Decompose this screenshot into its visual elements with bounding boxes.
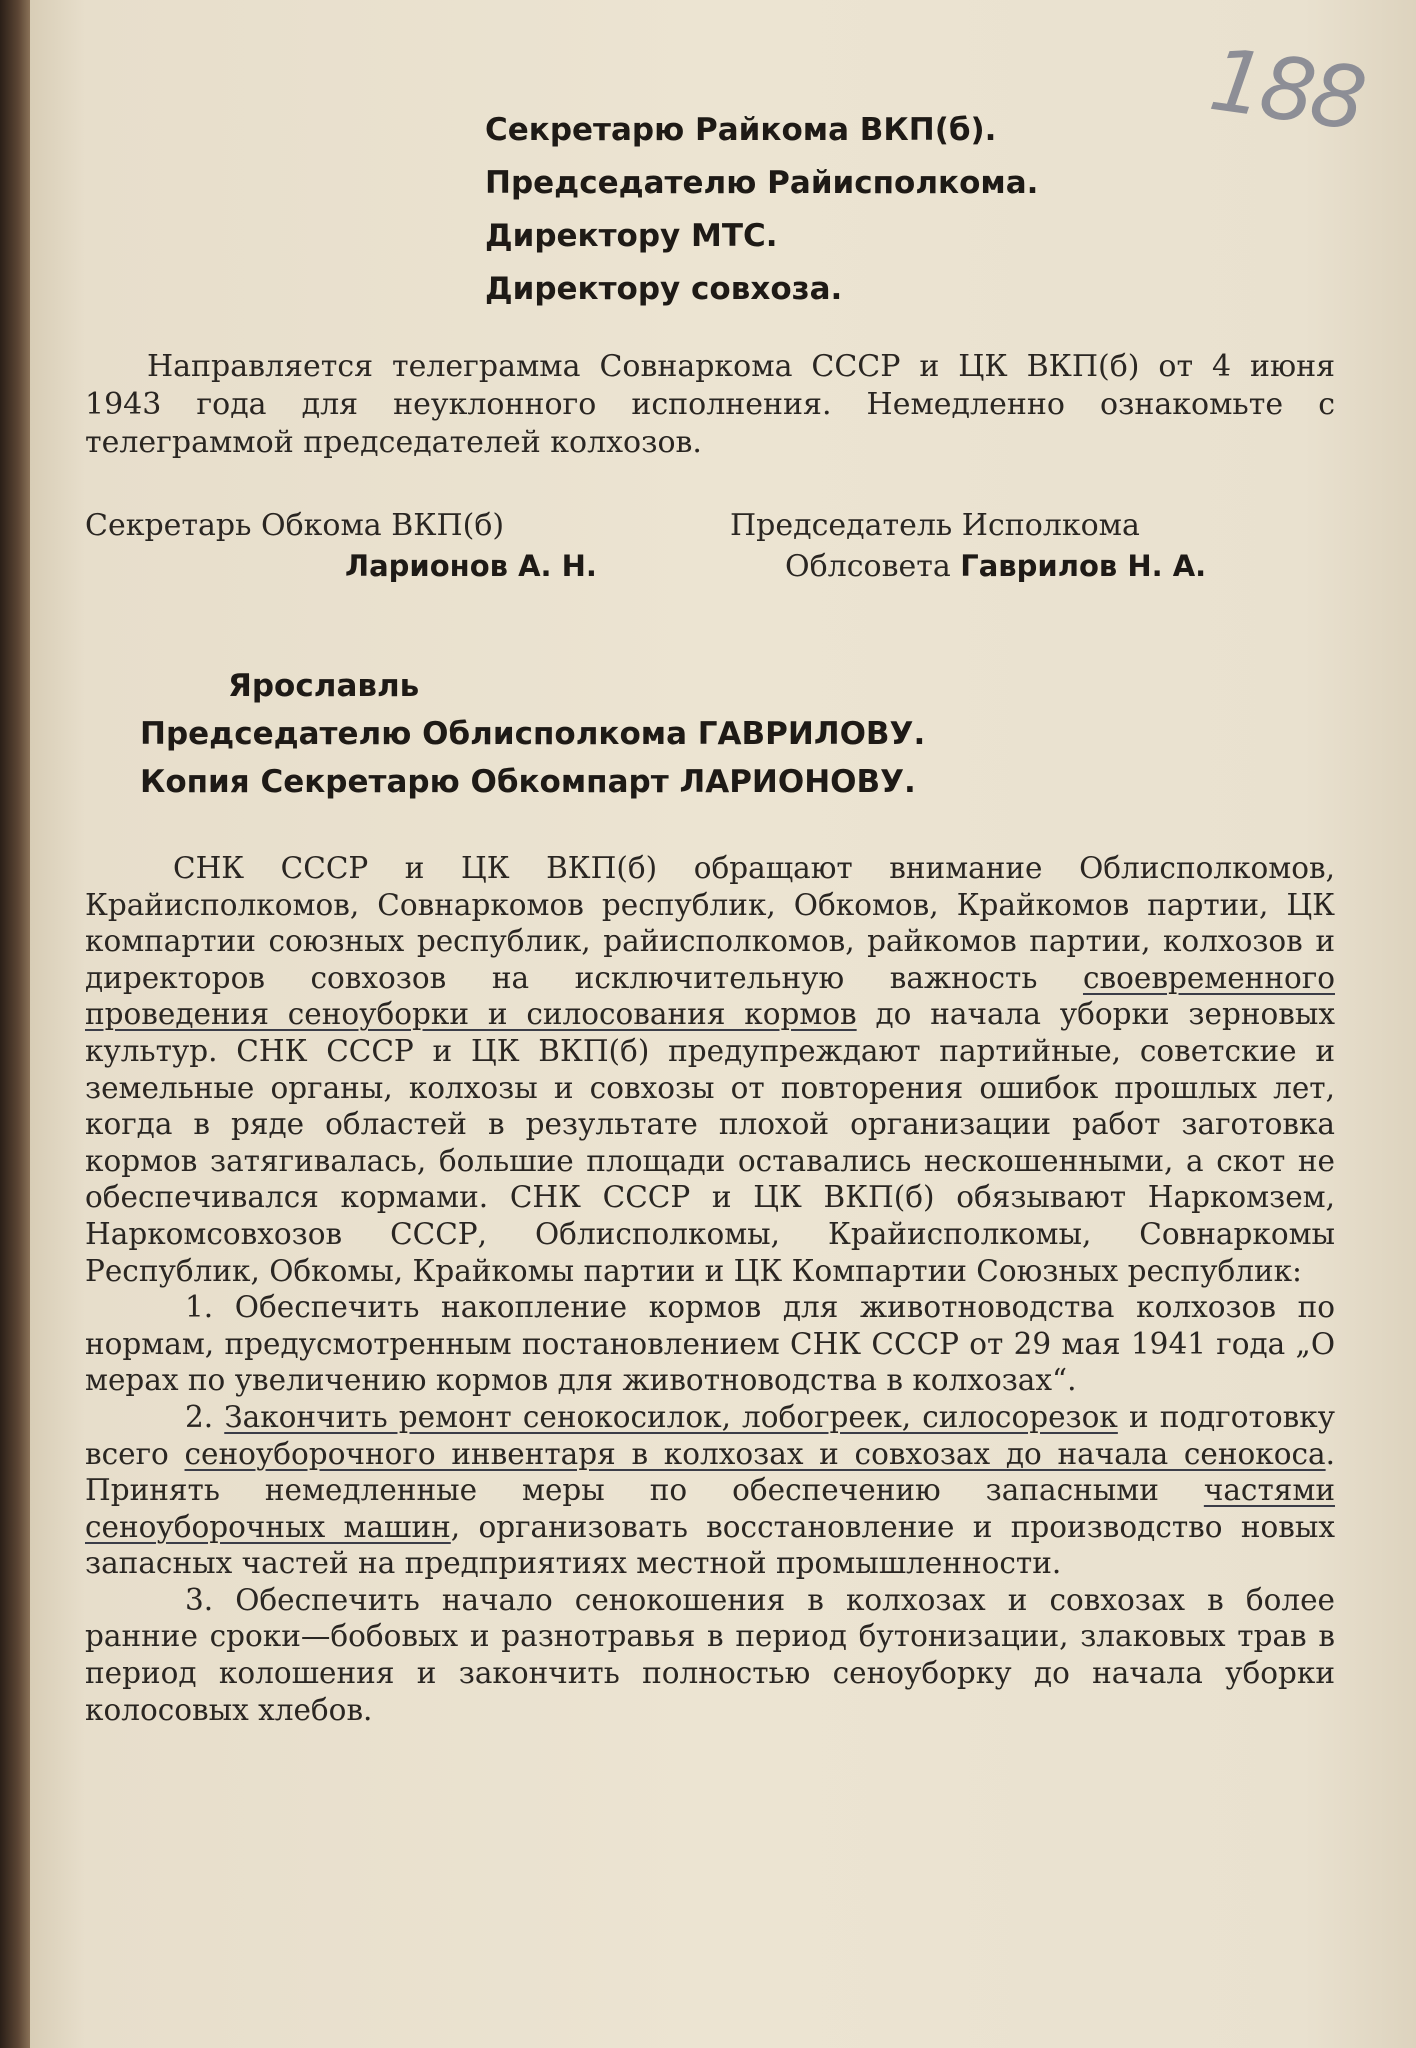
telegram-header bbox=[140, 662, 925, 806]
body-paragraph bbox=[85, 850, 1335, 1289]
addressee-line: Председателю Райисполкома. bbox=[485, 165, 1039, 201]
signature-right bbox=[730, 506, 1206, 587]
handwritten-page-number: 188 bbox=[1203, 29, 1369, 151]
underlined-text: частями сеноуборочных машин bbox=[85, 1473, 1335, 1544]
telegram-body bbox=[85, 850, 1335, 1728]
signature-right-title-2: Облсовета bbox=[785, 549, 951, 584]
book-binding bbox=[0, 0, 30, 2048]
underlined-text: сеноуборочного инвентаря в колхозах и совхозах до начала сенокоса bbox=[184, 1436, 1326, 1471]
underlined-text: своевременного проведения сеноуборки и силосования кормов bbox=[85, 960, 1335, 1032]
telegram-city: Ярославль bbox=[228, 668, 420, 704]
telegram-recipient: Председателю Облисполкома ГАВРИЛОВУ. bbox=[140, 716, 926, 752]
addressee-line: Секретарю Райкома ВКП(б). bbox=[485, 112, 997, 148]
list-item-number: 2. bbox=[185, 1399, 225, 1434]
list-item: 3. Обеспечить начало сенокошения в колхозах и совхозах в более ранние сроки—бобовых и разнотравья в период бутонизации, злаковых трав в период колошения и закончить полностью сеноуборку до начала уборки колосовых хлебов. bbox=[85, 1582, 1335, 1727]
signature-left bbox=[85, 506, 597, 587]
signature-right-title: Председатель Исполкома bbox=[730, 508, 1140, 543]
addressee-line: Директору совхоза. bbox=[485, 271, 843, 307]
addressee-block bbox=[485, 104, 1038, 316]
list-item bbox=[85, 1399, 1335, 1582]
body-text-run: . Принять немедленные меры по обеспечению запасными bbox=[85, 1436, 1335, 1508]
telegram-copy: Копия Секретарю Обкомпарт ЛАРИОНОВУ. bbox=[140, 764, 916, 800]
cover-note-text: Направляется телеграмма Совнаркома СССР и ЦК ВКП(б) от 4 июня 1943 года для неуклонного исполнения. Немедленно ознакомьте с телеграммой председателей колхозов. bbox=[85, 349, 1335, 460]
signature-left-name: Ларионов А. Н. bbox=[345, 549, 597, 583]
body-text-run: СНК СССР и ЦК ВКП(б) обращают внимание Облисполкомов, Крайисполкомов, Совнаркомов республик, Обкомов, Крайкомов партии, ЦК компартии союзных республик, райисполкомов, райкомов партии, колхозов и директоров совхозов на исключительную важность bbox=[85, 851, 1335, 995]
document-page bbox=[30, 0, 1416, 2048]
body-text-run: и подготовку всего bbox=[85, 1399, 1335, 1471]
underlined-text: Закончить ремонт сенокосилок, лобогреек, силосорезок bbox=[224, 1399, 1118, 1434]
addressee-line: Директору МТС. bbox=[485, 218, 778, 254]
signature-left-title: Секретарь Обкома ВКП(б) bbox=[85, 508, 505, 543]
body-text-run: , организовать восстановление и производство новых запасных частей на предприятиях местной промышленности. bbox=[85, 1509, 1335, 1581]
cover-note bbox=[85, 348, 1335, 462]
signature-right-name: Гаврилов Н. А. bbox=[960, 549, 1207, 583]
list-item: 1. Обеспечить накопление кормов для животноводства колхозов по нормам, предусмотренным постановлением СНК СССР от 29 мая 1941 года „О мерах по увеличению кормов для животноводства в колхозах“. bbox=[85, 1290, 1335, 1398]
body-text-run: до начала уборки зерновых культур. СНК СССР и ЦК ВКП(б) предупреждают партийные, советские и земельные органы, колхозы и совхозы от повторения ошибок прошлых лет, когда в ряде областей в результате плохой организации работ заготовка кормов затягивалась, большие площади оставались нескошенными, а скот не обеспечивался кормами. СНК СССР и ЦК ВКП(б) обязывают Наркомзем, Наркомсовхозов СССР, Облисполкомы, Крайисполкомы, Совнаркомы Республик, Обкомы, Крайкомы партии и ЦК Компартии Союзных республик: bbox=[85, 997, 1335, 1288]
